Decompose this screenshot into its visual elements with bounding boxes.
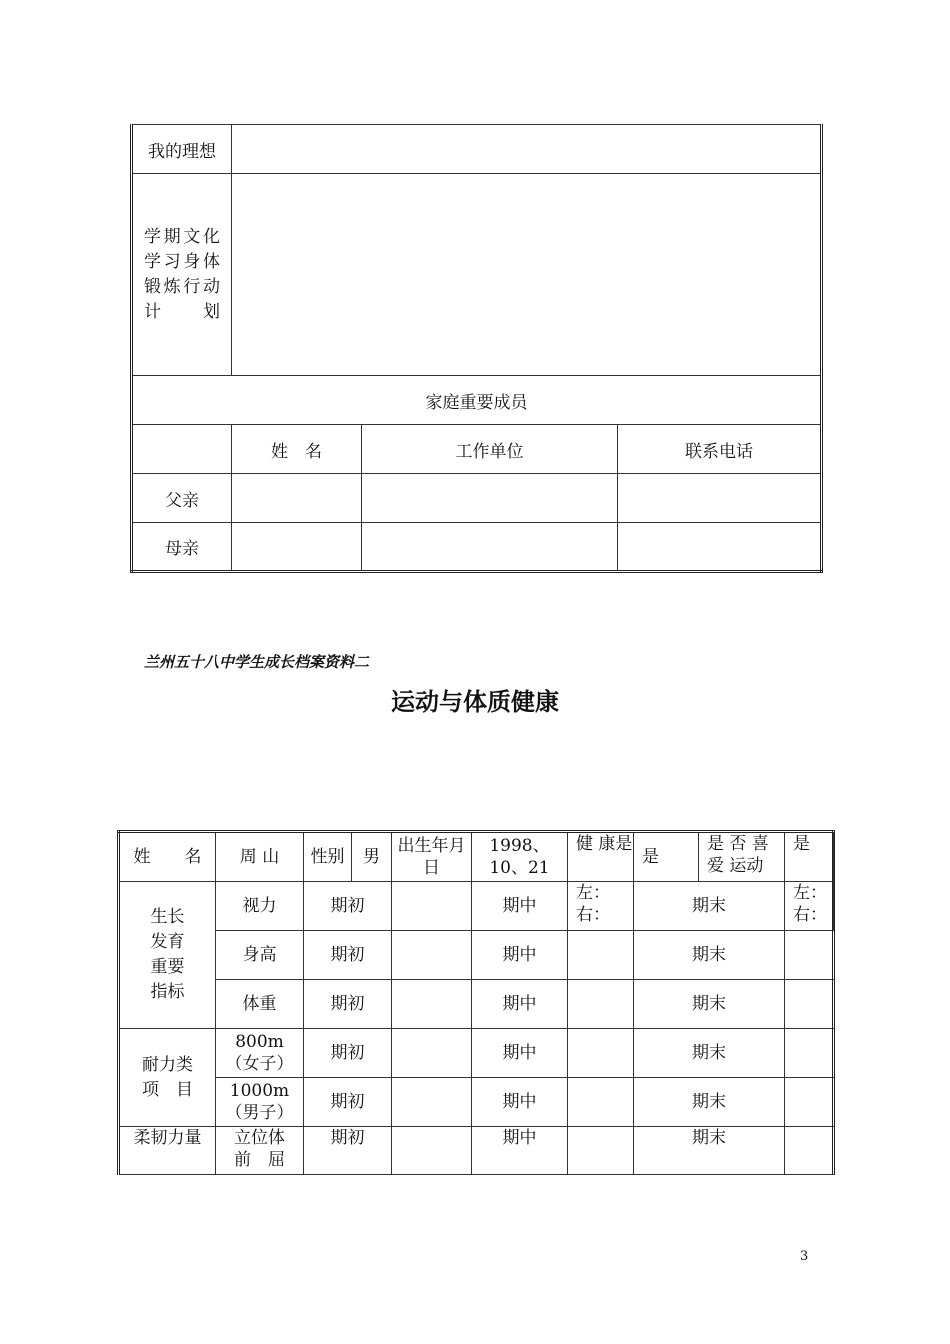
sport-label: 是 否 喜爱 运动 — [699, 832, 785, 882]
run1000-label — [216, 1078, 304, 1127]
run1000-start-label: 期初 — [304, 1078, 392, 1127]
flex-start-value — [392, 1127, 472, 1175]
flex-end-value — [785, 1127, 834, 1175]
growth-label — [119, 882, 216, 1029]
run800-end-label: 期末 — [634, 1029, 785, 1078]
ideal-value — [232, 125, 822, 174]
father-label: 父亲 — [132, 474, 232, 523]
personal-plan-table — [130, 124, 823, 573]
weight-mid-label: 期中 — [472, 980, 568, 1029]
run800-mid-label: 期中 — [472, 1029, 568, 1078]
run1000-end-label: 期末 — [634, 1078, 785, 1127]
plan-label-line-2: 学习身体 — [144, 251, 220, 272]
plan-label-line-3: 锻炼行动 — [144, 276, 220, 297]
weight-mid-value — [568, 980, 634, 1029]
flex-end-label: 期末 — [634, 1127, 785, 1175]
run800-end-value — [785, 1029, 834, 1078]
run1000-mid-value — [568, 1078, 634, 1127]
family-corner-cell — [132, 425, 232, 474]
vision-end-label: 期末 — [634, 882, 785, 931]
flex-item-text: 立位体前 屈 — [234, 1128, 285, 1170]
vision-mid-value: 左：右： — [568, 882, 634, 931]
height-start-value — [392, 931, 472, 980]
sport-value: 是 — [785, 832, 834, 882]
mother-label: 母亲 — [132, 523, 232, 572]
birth-value: 1998、10、21 — [472, 832, 568, 882]
height-end-value — [785, 931, 834, 980]
run1000-text: 1000m（男子） — [225, 1081, 294, 1123]
run800-mid-value — [568, 1029, 634, 1078]
flex-label: 柔韧力量 — [119, 1127, 216, 1175]
endurance-label-text: 耐力类项 目 — [142, 1054, 193, 1100]
height-mid-label: 期中 — [472, 931, 568, 980]
father-work — [362, 474, 618, 523]
family-col-work: 工作单位 — [362, 425, 618, 474]
vision-end-value: 左：右： — [785, 882, 834, 931]
father-phone — [618, 474, 822, 523]
family-col-name: 姓 名 — [232, 425, 362, 474]
endurance-label — [119, 1029, 216, 1127]
weight-start-value — [392, 980, 472, 1029]
plan-label-line-1: 学期文化 — [144, 226, 220, 247]
family-col-phone: 联系电话 — [618, 425, 822, 474]
page-number: 3 — [800, 1249, 809, 1264]
mother-name — [232, 523, 362, 572]
flex-mid-label: 期中 — [472, 1127, 568, 1175]
page-title: 运动与体质健康 — [391, 688, 559, 716]
vision-label: 视力 — [216, 882, 304, 931]
mother-work — [362, 523, 618, 572]
flex-start-label: 期初 — [304, 1127, 392, 1175]
flex-mid-value — [568, 1127, 634, 1175]
growth-label-text: 生长发育重要指标 — [150, 907, 185, 1002]
vision-mid-label: 期中 — [472, 882, 568, 931]
ideal-label: 我的理想 — [132, 125, 232, 174]
vision-start-value — [392, 882, 472, 931]
gender-value: 男 — [352, 832, 392, 882]
name-label: 姓 名 — [119, 832, 216, 882]
fitness-table — [117, 830, 835, 1175]
weight-end-label: 期末 — [634, 980, 785, 1029]
birth-label: 出生年月日 — [392, 832, 472, 882]
plan-value — [232, 174, 822, 376]
family-header: 家庭重要成员 — [132, 376, 822, 425]
flex-item — [216, 1127, 304, 1175]
plan-label — [132, 174, 232, 376]
gender-label: 性别 — [304, 832, 352, 882]
health-value: 是 — [634, 832, 699, 882]
height-end-label: 期末 — [634, 931, 785, 980]
name-value: 周 山 — [216, 832, 304, 882]
weight-end-value — [785, 980, 834, 1029]
weight-start-label: 期初 — [304, 980, 392, 1029]
mother-phone — [618, 523, 822, 572]
plan-label-line-4: 计 划 — [144, 301, 220, 322]
run800-label — [216, 1029, 304, 1078]
health-label: 健 康是 — [568, 832, 634, 882]
father-name — [232, 474, 362, 523]
run1000-mid-label: 期中 — [472, 1078, 568, 1127]
run800-text: 800m（女子） — [225, 1032, 294, 1074]
vision-start-label: 期初 — [304, 882, 392, 931]
run1000-start-value — [392, 1078, 472, 1127]
weight-label: 体重 — [216, 980, 304, 1029]
document-subtitle: 兰州五十八中学生成长档案资料二 — [144, 653, 370, 671]
height-mid-value — [568, 931, 634, 980]
run800-start-value — [392, 1029, 472, 1078]
run1000-end-value — [785, 1078, 834, 1127]
run800-start-label: 期初 — [304, 1029, 392, 1078]
height-label: 身高 — [216, 931, 304, 980]
height-start-label: 期初 — [304, 931, 392, 980]
